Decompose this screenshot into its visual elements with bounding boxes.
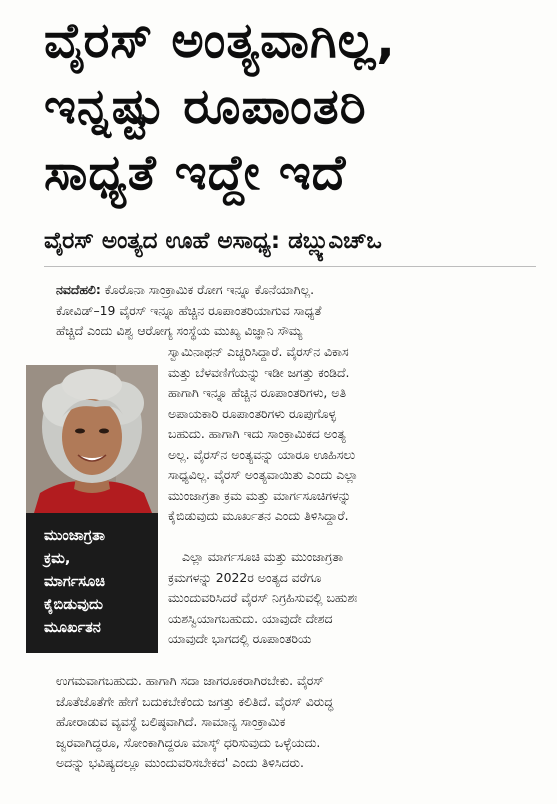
body-line: ಯಾವುದೇ ಭಾಗದಲ್ಲಿ ರೂಪಾಂತರಿಯ <box>168 631 312 646</box>
body-line: ಉಗಮವಾಗಬಹುದು. ಹಾಗಾಗಿ ಸದಾ ಜಾಗರೂಕರಾಗಿರಬೇಕು. ವೈರಸ್ <box>56 673 324 688</box>
body-line: ಎಲ್ಲಾ ಮಾರ್ಗಸೂಚಿ ಮತ್ತು ಮುಂಜಾಗ್ರತಾ <box>182 549 344 564</box>
caption-line: ಮಾರ್ಗಸೂಚಿ <box>44 574 105 590</box>
caption-line: ಮುಂಜಾಗ್ರತಾ <box>44 528 105 544</box>
body-line: ಹೋರಾಡುವ ವ್ಯವಸ್ಥೆ ಬಲಿಷ್ಠವಾಗಿದೆ. ಸಾಮಾನ್ಯ ಸಾಂಕ್ರಾಮಿಕ <box>56 714 286 729</box>
headline <box>44 8 549 206</box>
body-line: ಅಪಾಯಕಾರಿ ರೂಪಾಂತರಿಗಳು ರೂಪುಗೊಳ್ಳ <box>168 405 337 421</box>
body-line: ಬಹುದು. ಹಾಗಾಗಿ ಇದು ಸಾಂಕ್ರಾಮಿಕದ ಅಂತ್ಯ <box>168 426 346 441</box>
headline-line-1: ವೈರಸ್ ಅಂತ್ಯವಾಗಿಲ್ಲ, <box>44 12 396 69</box>
body-line: ಕ್ರಮಗಳನ್ನು 2022ರ ಅಂತ್ಯದ ವರೆಗೂ <box>168 569 322 585</box>
dateline: ನವದೆಹಲಿ: <box>56 282 101 297</box>
body-line: ನವದೆಹಲಿ: ಕೊರೊನಾ ಸಾಂಕ್ರಾಮಿಕ ರೋಗ ಇನ್ನೂ ಕೊನೆಯಾಗಿಲ್ಲ. <box>56 282 315 297</box>
body-line: ಸ್ವಾಮಿನಾಥನ್ ಎಚ್ಚರಿಸಿದ್ದಾರೆ. ವೈರಸ್‌ನ ವಿಕಾಸ <box>168 344 349 359</box>
paragraph-break <box>168 527 544 548</box>
body-line: ಜ್ವರವಾಗಿದ್ದರೂ, ಸೋಂಕಾಗಿದ್ದರೂ ಮಾಸ್ಕ್ ಧರಿಸುವುದು ಒಳ್ಳೆಯದು. <box>56 734 321 750</box>
caption-line: ಮೂರ್ಖತನ <box>44 620 101 636</box>
subheadline: ವೈರಸ್ ಅಂತ್ಯದ ಊಹೆ ಅಸಾಧ್ಯ: ಡಬ್ಲ್ಯುಎಚ್‌ಒ <box>44 228 382 254</box>
caption-line: ಕೈಬಿಡುವುದು <box>44 597 103 613</box>
article-body-top <box>56 280 544 342</box>
article-body-bottom <box>56 671 544 774</box>
body-line: ಮುಂದುವರಿಸಿದರೆ ವೈರಸ್ ನಿಗ್ರಹಿಸುವಲ್ಲಿ ಬಹುಶಃ <box>168 590 358 605</box>
body-line: ಜೊತೆಜೊತೆಗೇ ಹೇಗೆ ಬದುಕಬೇಕೆಂದು ಜಗತ್ತು ಕಲಿತಿದೆ. ವೈರಸ್ ವಿರುದ್ಧ <box>56 693 334 709</box>
article-body-column <box>168 342 544 650</box>
photo-caption <box>26 513 158 653</box>
body-line: ಕೋವಿಡ್‌–19 ವೈರಸ್ ಇನ್ನೂ ಹೆಚ್ಚಿನ ರೂಪಾಂತರಿಯಾಗುವ ಸಾಧ್ಯತೆ <box>56 302 322 318</box>
portrait-photo <box>26 365 158 513</box>
body-line: ಯಶಸ್ವಿಯಾಗಬಹುದು. ಯಾವುದೇ ದೇಶದ <box>168 610 333 626</box>
body-line: ಹೆಚ್ಚಿದೆ ಎಂದು ವಿಶ್ವ ಆರೋಗ್ಯ ಸಂಸ್ಥೆಯ ಮುಖ್ಯ ವಿಜ್ಞಾನಿ ಸೌಮ್ಯ <box>56 323 303 338</box>
divider <box>44 266 536 267</box>
body-line: ಕೈಬಿಡುವುದು ಮೂರ್ಖತನ ಎಂದು ತಿಳಿಸಿದ್ದಾರೆ. <box>168 508 349 523</box>
body-line: ಸಾಧ್ಯವಿಲ್ಲ. ವೈರಸ್ ಅಂತ್ಯವಾಯಿತು ಎಂದು ಎಲ್ಲಾ <box>168 467 359 482</box>
headline-line-2: ಇನ್ನಷ್ಟು ರೂಪಾಂತರಿ <box>44 78 367 135</box>
headline-line-3: ಸಾಧ್ಯತೆ ಇದ್ದೇ ಇದೆ <box>44 144 347 201</box>
body-line: ಅದನ್ನು ಭವಿಷ್ಯದಲ್ಲೂ ಮುಂದುವರಿಸಬೇಕದ' ಎಂದು ತಿಳಿಸಿದರು. <box>56 755 304 770</box>
body-line: ಅಲ್ಲ. ವೈರಸ್‌ನ ಅಂತ್ಯವನ್ನು ಯಾರೂ ಊಹಿಸಲು <box>168 446 356 462</box>
caption-line: ಕ್ರಮ, <box>44 551 71 567</box>
body-line: ಹಾಗಾಗಿ ಇನ್ನೂ ಹೆಚ್ಚಿನ ರೂಪಾಂತರಿಗಳು, ಅತಿ <box>168 385 347 400</box>
portrait-illustration <box>26 365 158 513</box>
body-line: ಮುಂಜಾಗ್ರತಾ ಕ್ರಮ ಮತ್ತು ಮಾರ್ಗಸೂಚಿಗಳನ್ನು <box>168 487 352 503</box>
body-line: ಮತ್ತು ಬೆಳವಣಿಗೆಯನ್ನು ಇಡೀ ಜಗತ್ತು ಕಂಡಿದೆ. <box>168 364 350 380</box>
